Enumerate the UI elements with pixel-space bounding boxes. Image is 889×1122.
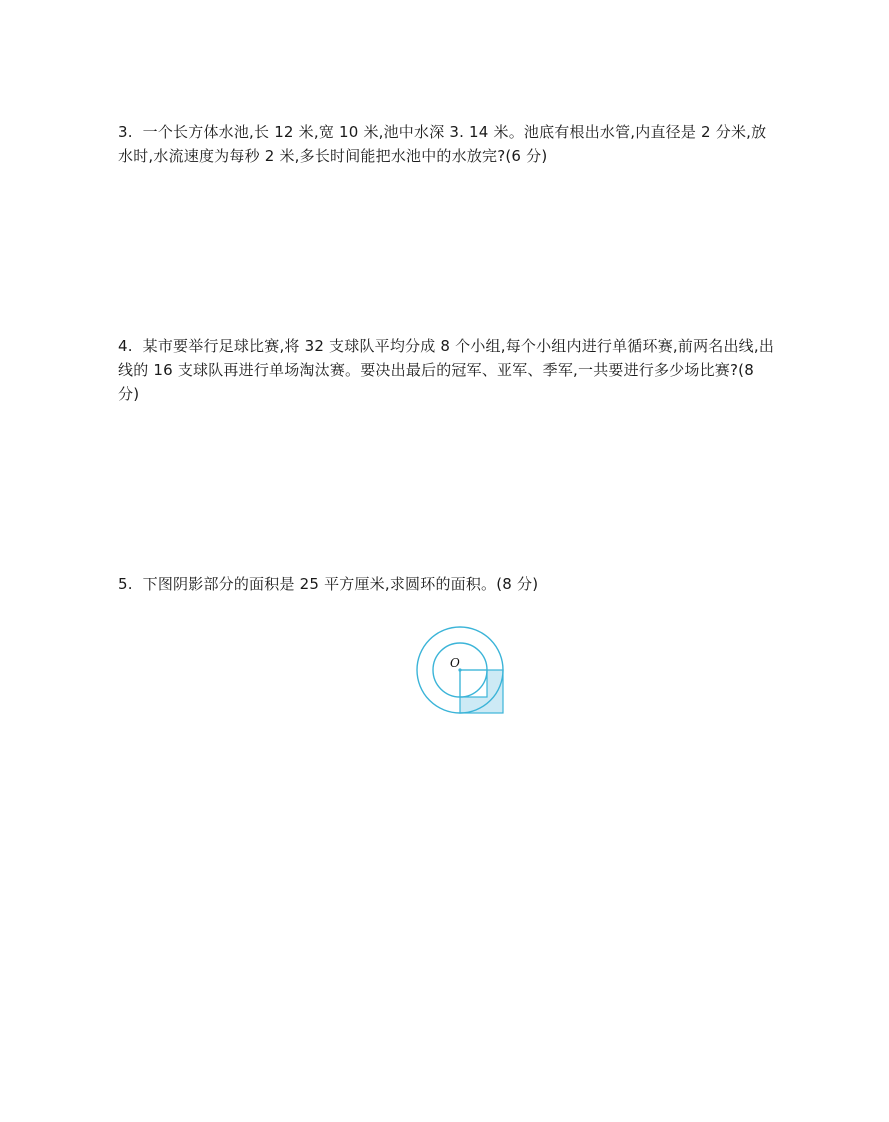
annulus-diagram: [410, 620, 510, 720]
question-3: [118, 120, 778, 168]
question-text: 下图阴影部分的面积是 25 平方厘米,求圆环的面积。(8 分): [142, 575, 539, 593]
annulus-figure: [410, 620, 510, 720]
question-number: 3.: [118, 123, 133, 141]
question-text: 一个长方体水池,长 12 米,宽 10 米,池中水深 3. 14 米。池底有根出水管,内直径是 2 分米,放水时,水流速度为每秒 2 米,多长时间能把水池中的水放完?(6 分): [118, 123, 767, 165]
question-number: 5.: [118, 575, 133, 593]
question-text: 某市要举行足球比赛,将 32 支球队平均分成 8 个小组,每个小组内进行单循环赛,前两名出线,出线的 16 支球队再进行单场淘汰赛。要决出最后的冠军、亚军、季军,一共要进行多少场比赛?(8 分): [118, 337, 775, 403]
question-5: [118, 572, 778, 596]
question-number: 4.: [118, 337, 133, 355]
center-label: O: [450, 656, 460, 670]
question-4: [118, 334, 778, 406]
